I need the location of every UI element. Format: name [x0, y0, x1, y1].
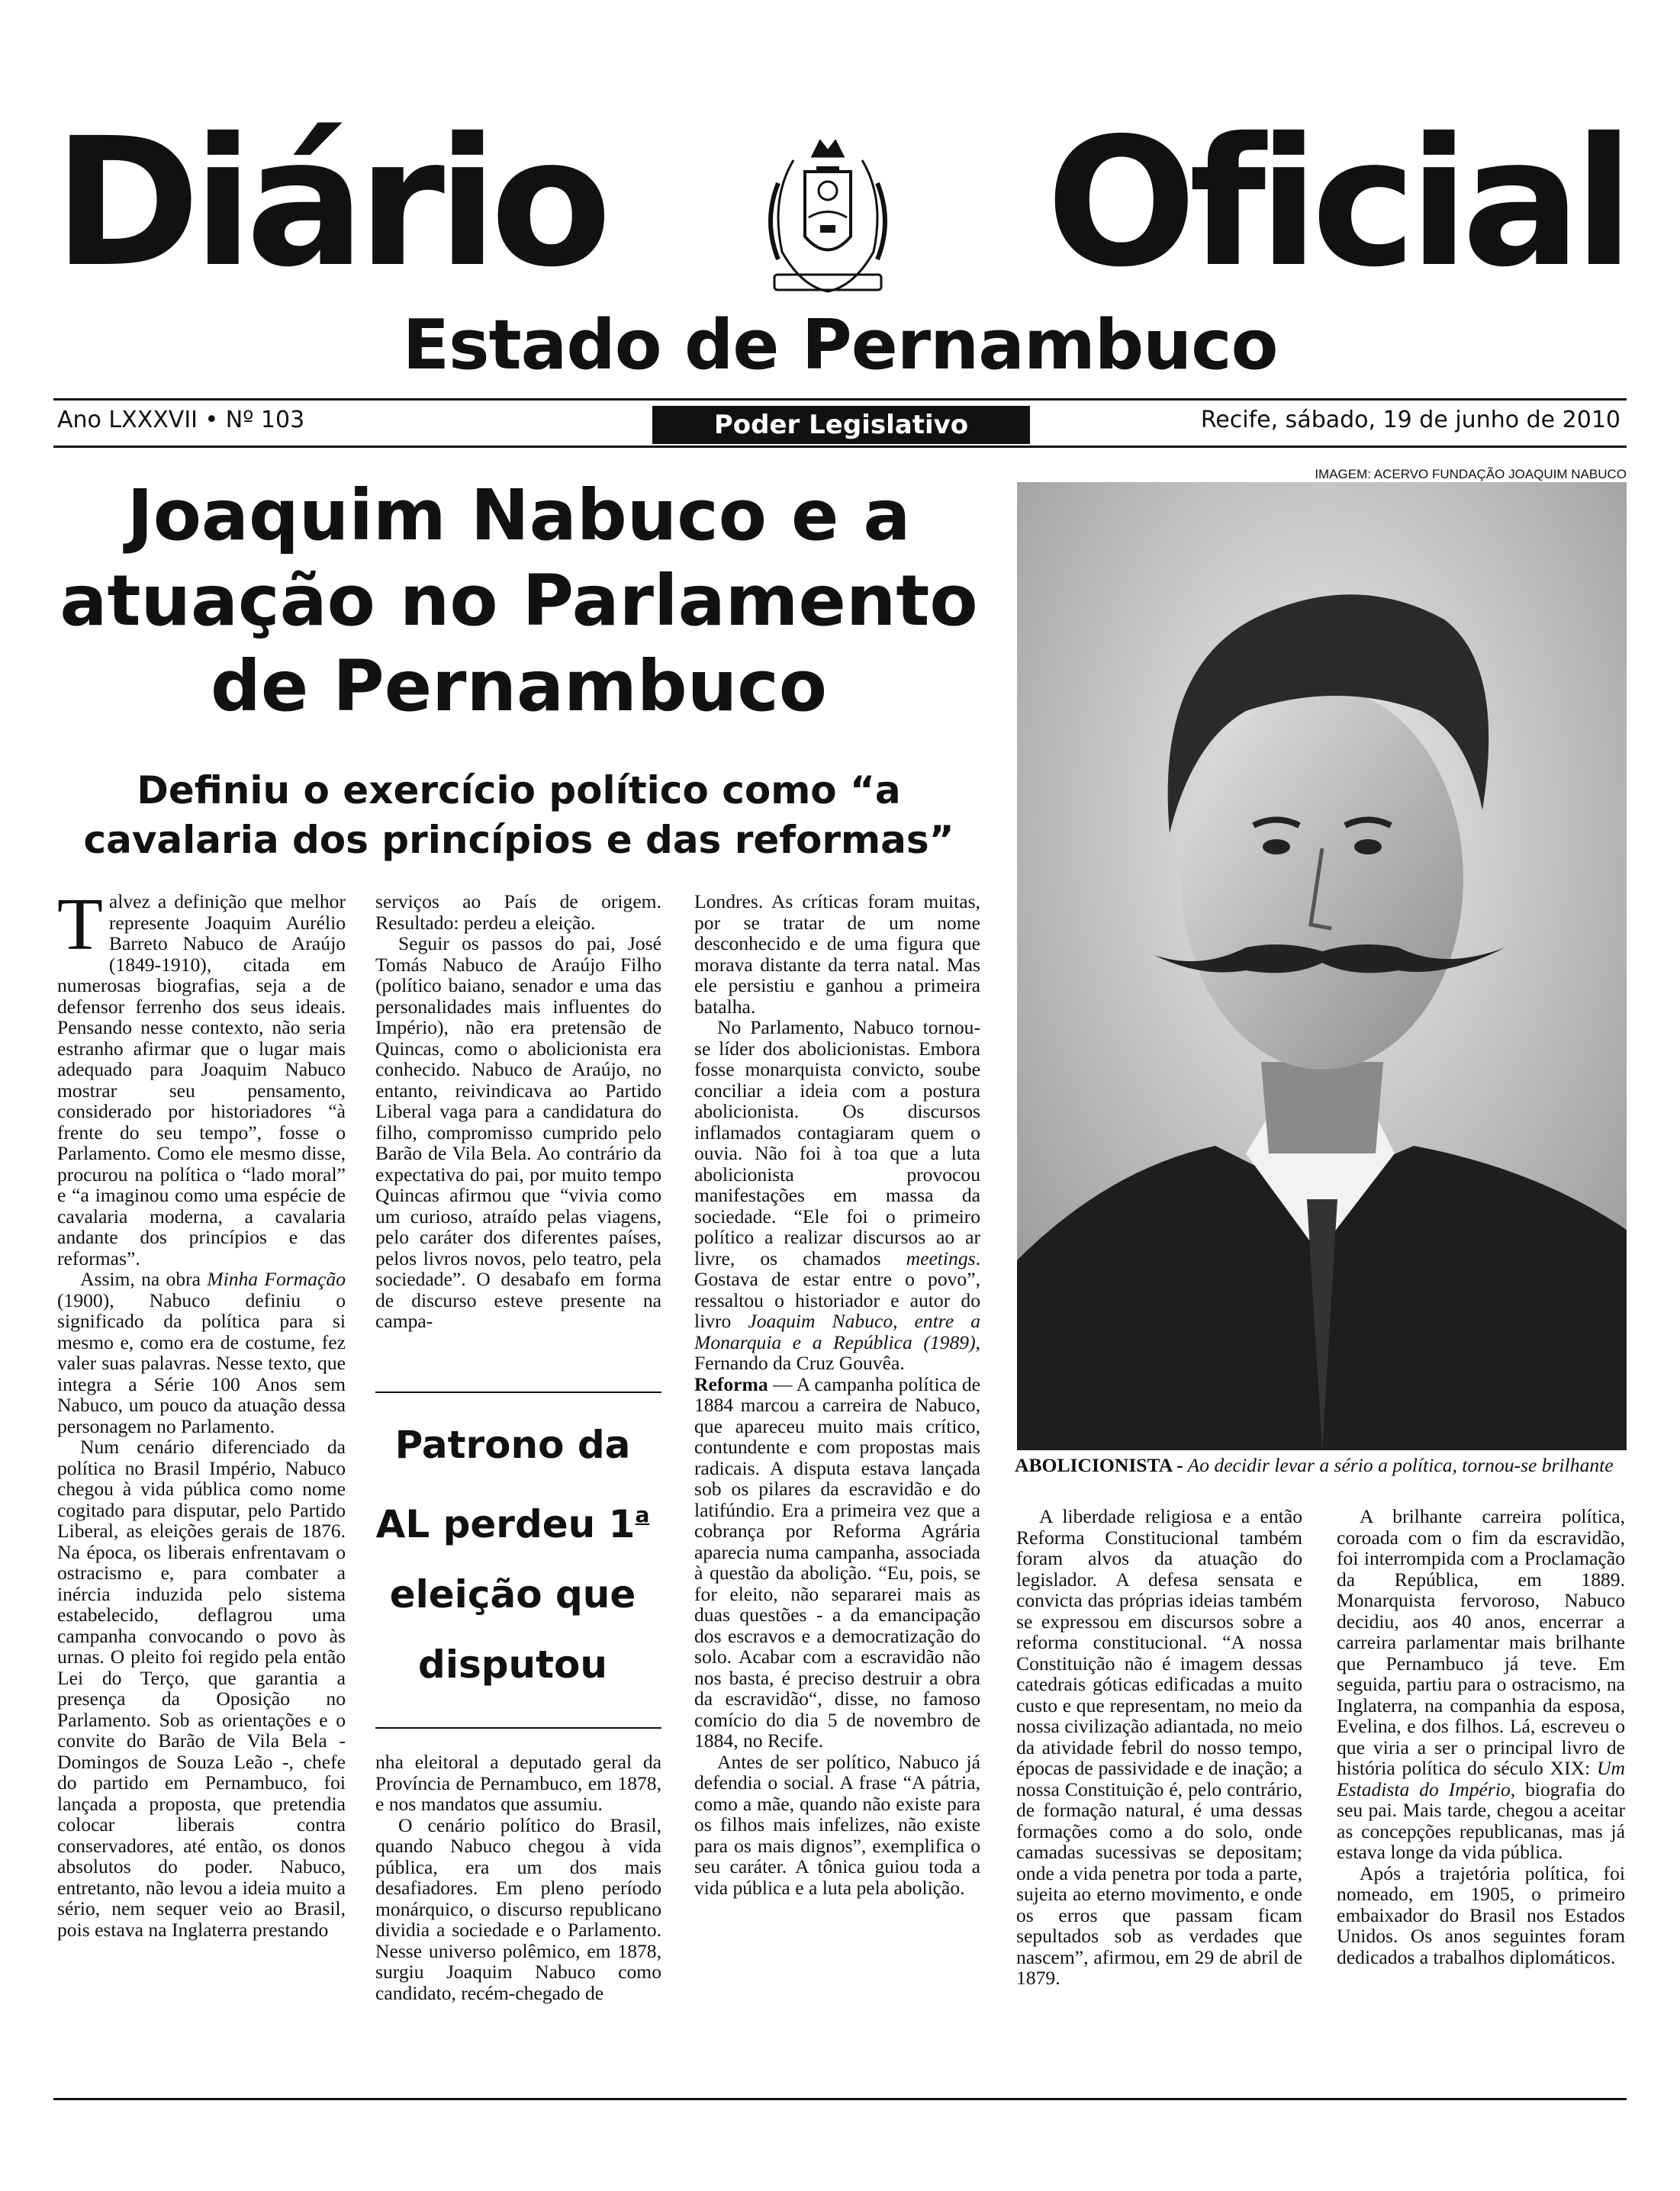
subheadline: Definiu o exercício político como “a cavalaria dos princípios e das reformas” [83, 768, 954, 862]
photo-credit: IMAGEM: ACERVO FUNDAÇÃO JOAQUIM NABUCO [1315, 467, 1627, 481]
drop-cap: T [57, 891, 103, 966]
masthead-subtitle: Estado de Pernambuco [402, 305, 1278, 385]
article-column-2-bottom: nha eleitoral a deputado geral da Província de Pernambuco, em 1878, e nos mandatos que assumiu. O cenário político do Brasil, quando Nabuco chegou à vida pública, era um dos mais desafiadores. Em pleno período monárquico, o discurso republicano dividia a sociedade e o Parlamento. Nesse universo polêmico, em 1878, surgiu Joaquim Nabuco como candidato, recém-chegado de [375, 1752, 661, 2004]
info-bar-rule [53, 446, 1627, 448]
article-column-5: A brilhante carreira política, coroada com o fim da escravidão, foi interrompida com a Proclamação da República, em 1889. Monarquista fervoroso, Nabuco decidiu, aos 40 anos, encerrar a carreira parlamentar mais brilhante que Pernambuco já teve. Em seguida, partiu para o ostracismo, na Inglaterra, na companhia da esposa, Evelina, e dos filhos. Lá, escreveu o que viria a ser o principal livro de história política do século XIX: Um Estadista do Império, biografia do seu pai. Mais tarde, chegou a aceitar as concepções republicanas, mas já estava longe da vida pública. Após a trajetória política, foi nomeado, em 1905, o primeiro embaixador do Brasil nos Estados Unidos. Os anos seguintes foram dedicados a trabalhos diplomáticos. [1337, 1506, 1625, 1968]
article-column-4: A liberdade religiosa e a então Reforma Constitucional também foram alvos da atuação do legislador. A defesa sensata e convicta das próprias ideias também se expressou em discursos sobre a reforma constitucional. “A nossa Constituição não é imagem dessas catedrais góticas edificadas a muito custo e que representam, no meio da nossa civilização adiantada, no meio da atividade febril do nosso tempo, épocas de passividade e de inação; a nossa Constituição é, pelo contrário, de formação natural, é uma dessas formações como a do solo, onde camadas sucessivas se depositam; onde a vida penetra por toda a parte, sujeita ao eterno movimento, e onde os erros que passam ficam sepultados sob as verdades que nascem”, afirmou, em 29 de abril de 1879. [1016, 1506, 1302, 1989]
top-rule [53, 398, 1627, 401]
pull-quote-rule-top [375, 1391, 661, 1393]
bottom-rule [53, 2098, 1627, 2100]
portrait-illustration [1017, 482, 1627, 1450]
edition-number: Ano LXXXVII • Nº 103 [57, 407, 305, 433]
portrait-photo [1017, 482, 1627, 1450]
section-label: Poder Legislativo [652, 406, 1030, 444]
article-column-1: Talvez a definição que melhor represente Joaquim Aurélio Barreto Nabuco de Araújo (1849-1910), citada em numerosas biografias, seja a de defensor ferrenho dos seus ideais. Pensando nesse contexto, não seria estranho afirmar que o lugar mais adequado para Joaquim Nabuco mostrar seu pensamento, considerado por historiadores “à frente do seu tempo”, fosse o Parlamento. Como ele mesmo disse, procurou na política o “lado moral” e “a imaginou como uma espécie de cavalaria moderna, a cavalaria andante dos princípios e das reformas”. Assim, na obra Minha Formação (1900), Nabuco definiu o significado da política para si mesmo e, como era de costume, fez valer suas palavras. Nesse texto, que integra a Série 100 Anos sem Nabuco, um pouco da atuação dessa personagem no Parlamento. Num cenário diferenciado da política no Brasil Império, Nabuco chegou à vida pública como nome cogitado para disputar, pelo Partido Liberal, as eleições gerais de 1876. Na época, os liberais enfrentavam o ostracismo e, para combater a inércia induzida pelo sistema estabelecido, deflagrou uma campanha convocando o povo às urnas. O pleito foi regido pela então Lei do Terço, que garantia a presença da Oposição no Parlamento. Sob as orientações e o convite do Barão de Vila Bela - Domingos de Souza Leão -, chefe do partido em Pernambuco, foi lançada a proposta, que pretendia colocar liberais contra conservadores, até então, os donos absolutos do poder. Nabuco, entretanto, não levou a ideia muito a sério, nem sequer veio ao Brasil, pois estava na Inglaterra prestando [57, 891, 346, 1941]
coat-of-arms-icon [748, 130, 908, 305]
headline: Joaquim Nabuco e a atuação no Parlamento de Pernambuco [60, 475, 978, 727]
masthead-title-left: Diário [53, 100, 604, 306]
masthead-title-right: Oficial [1046, 100, 1627, 306]
article-column-3: Londres. As críticas foram muitas, por se tratar de um nome desconhecido e de uma figura que morava distante da terra natal. Mas ele persistiu e ganhou a primeira batalha. No Parlamento, Nabuco tornou-se líder dos abolicionistas. Embora fosse monarquista convicto, soube conciliar a ideia com a postura abolicionista. Os discursos inflamados contagiaram quem o ouvia. Não foi à toa que a luta abolicionista provocou manifestações em massa da sociedade. “Ele foi o primeiro político a realizar discursos ao ar livre, os chamados meetings. Gostava de estar entre o povo”, ressaltou o historiador e autor do livro Joaquim Nabuco, entre a Monarquia e a República (1989), Fernando da Cruz Gouvêa. Reforma — A campanha política de 1884 marcou a carreira de Nabuco, que apareceu muito mais crítico, contundente e com propostas mais radicais. A disputa estava lançada sob os pilares da escravidão e do latifúndio. Era a primeira vez que a cobrança por Reforma Agrária aparecia numa campanha, associada à questão da abolição. “Eu, pois, se for eleito, não separarei mais as duas questões - a da emancipação dos escravos e a democratização do solo. Acabar com a escravidão não nos basta, é preciso destruir a obra da escravidão“, disse, no famoso comício do dia 5 de novembro de 1884, no Recife. Antes de ser político, Nabuco já defendia o social. A frase “A pátria, como a mãe, quando não existe para os filhos mais infelizes, não existe para os mais dignos”, exemplifica o seu caráter. A tônica guiou toda a vida pública e a luta pela abolição. [694, 891, 980, 1899]
article-column-2-top: serviços ao País de origem. Resultado: perdeu a eleição. Seguir os passos do pai, José Tomás Nabuco de Araújo Filho (político baiano, senador e uma das personalidades mais influentes do Império), não era pretensão de Quincas, como o abolicionista era conhecido. Nabuco de Araújo, no entanto, reivindicava ao Partido Liberal vaga para a candidatura do filho, compromisso cumprido pelo Barão de Vila Bela. Ao contrário da expectativa do pai, por muito tempo Quincas afirmou que “vivia como um curioso, atraído pelas viagens, pelo caráter dos diferentes países, pelos livros novos, pelo teatro, pela sociedade”. O desabafo em forma de discurso esteve presente na campa- [375, 891, 661, 1332]
photo-caption: ABOLICIONISTA - Ao decidir levar a sério a política, tornou-se brilhante [1015, 1454, 1614, 1476]
masthead [53, 100, 1627, 336]
issue-date: Recife, sábado, 19 de junho de 2010 [1200, 407, 1620, 433]
pull-quote-rule-bottom [375, 1727, 661, 1729]
pull-quote: Patrono da AL perdeu 1$^a$ eleição que disputou [375, 1423, 650, 1687]
